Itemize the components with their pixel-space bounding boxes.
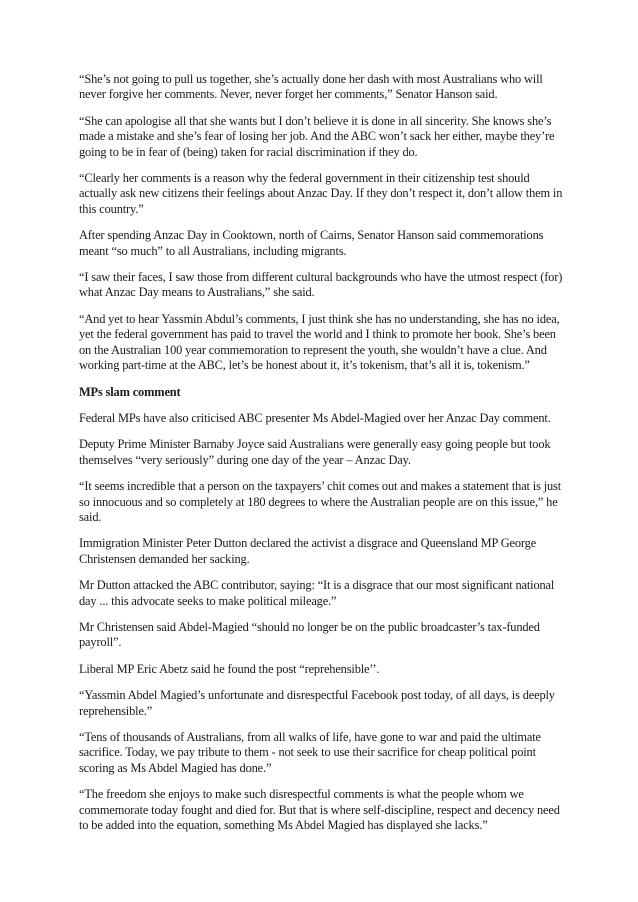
- paragraph-dutton-quote: Mr Dutton attacked the ABC contributor, saying: “It is a disgrace that our most significant national day ... this advocate seeks to make political mileage.”: [79, 578, 555, 608]
- paragraph-cooktown: After spending Anzac Day in Cooktown, north of Cairns, Senator Hanson said commemorations meant “so much” to all Australians, including migrants.: [79, 228, 544, 258]
- paragraph-hanson-quote-2: “She can apologise all that she wants but I don’t believe it is done in all sincerity. She knows she’s made a mistake and she’s fear of losing her job. And the ABC won’t sack her either, maybe they’re going to be in fear of (being) taken for racial discrimination if they do.: [79, 113, 555, 159]
- paragraph-hanson-quote-5: “And yet to hear Yassmin Abdul’s comments, I just think she has no understanding, she has no idea, yet the federal government has paid to travel the world and I think to promote her book. She’s been on the Australian 100 year commemoration to represent the youth, she wouldn’t have a clue. And working part-time at the ABC, let’s be honest about it, it’s tokenism, that’s all it is, tokenism.”: [79, 311, 560, 373]
- paragraph-hanson-quote-4: “I saw their faces, I saw those from different cultural backgrounds who have the utmost respect (for) what Anzac Day means to Australians,” she said.: [79, 270, 563, 300]
- paragraph-abetz-quote-2: “Tens of thousands of Australians, from all walks of life, have gone to war and paid the ultimate sacrifice. Today, we pay tribute to them - not seek to use their sacrifice for cheap political point scoring as Ms Abdel Magied has done.”: [79, 730, 541, 775]
- paragraph-hanson-quote-3: “Clearly her comments is a reason why the federal government in their citizenship test should actually ask new citizens their feelings about Anzac Day. If they don’t respect it, don’t allow them in this country.”: [79, 171, 563, 216]
- paragraph-federal-mps: Federal MPs have also criticised ABC presenter Ms Abdel-Magied over her Anzac Day comment.: [79, 410, 551, 425]
- paragraph-joyce-quote: “It seems incredible that a person on the taxpayers’ chit comes out and makes a statement that is just so innocuous and so completely at 180 degrees to where the Australian people are on this issue,” he said.: [79, 479, 562, 524]
- paragraph-christensen: Mr Christensen said Abdel-Magied “should no longer be on the public broadcaster’s tax-funded payroll”.: [79, 619, 540, 650]
- document-page: [79, 72, 565, 844]
- paragraph-abetz: Liberal MP Eric Abetz said he found the post “reprehensible’’.: [79, 661, 380, 676]
- paragraph-dutton: Immigration Minister Peter Dutton declared the activist a disgrace and Queensland MP George Christensen demanded her sacking.: [79, 536, 537, 566]
- paragraph-hanson-quote-1: “She’s not going to pull us together, she’s actually done her dash with most Australians who will never forgive her comments. Never, never forget her comments,” Senator Hanson said.: [79, 72, 543, 102]
- section-heading: MPs slam comment: [79, 384, 181, 399]
- paragraph-joyce: Deputy Prime Minister Barnaby Joyce said Australians were generally easy going people but took themselves “very seriously” during one day of the year – Anzac Day.: [79, 437, 551, 467]
- paragraph-abetz-quote-3: “The freedom she enjoys to make such disrespectful comments is what the people whom we commemorate today fought and died for. But that is where self-discipline, respect and decency need to be added into the equation, something Ms Abdel Magied has displayed she lacks.”: [79, 787, 560, 833]
- paragraph-abetz-quote-1: “Yassmin Abdel Magied’s unfortunate and disrespectful Facebook post today, of all days, is deeply reprehensible.”: [79, 688, 555, 718]
